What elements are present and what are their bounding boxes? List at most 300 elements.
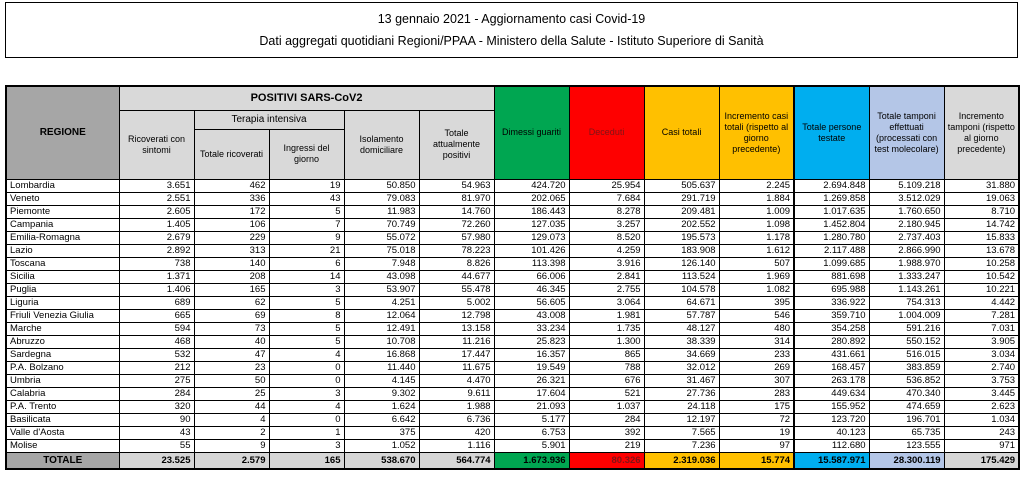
cell-testate: 2.694.848 — [794, 179, 869, 192]
cell-ricoverati: 468 — [119, 335, 194, 348]
cell-deceduti: 7.684 — [569, 192, 644, 205]
region-name-cell: Puglia — [6, 283, 119, 296]
table-row — [6, 309, 1019, 322]
cell-tamponi: 474.659 — [869, 400, 944, 413]
cell-attualmente_positivi: 8.826 — [419, 257, 494, 270]
cell-totale_ricoverati: 40 — [194, 335, 269, 348]
cell-attualmente_positivi: 6.736 — [419, 413, 494, 426]
cell-tamponi: 470.340 — [869, 387, 944, 400]
cell-ingressi: 3 — [269, 283, 344, 296]
cell-ingressi: 6 — [269, 257, 344, 270]
cell-incremento_casi: 19 — [719, 426, 794, 439]
cell-totale_ricoverati: 4 — [194, 413, 269, 426]
table-row — [6, 335, 1019, 348]
cell-ingressi: 1 — [269, 426, 344, 439]
cell-incremento_casi: 546 — [719, 309, 794, 322]
cell-incremento_tamponi: 7.031 — [944, 322, 1019, 335]
region-name-cell: P.A. Bolzano — [6, 361, 119, 374]
totale-label: TOTALE — [6, 452, 119, 469]
cell-testate: 881.698 — [794, 270, 869, 283]
cell-ricoverati: 43 — [119, 426, 194, 439]
cell-incremento_tamponi: 19.063 — [944, 192, 1019, 205]
cell-casi: 113.524 — [644, 270, 719, 283]
cell-incremento_casi: 1.098 — [719, 218, 794, 231]
cell-ingressi: 4 — [269, 400, 344, 413]
table-row — [6, 192, 1019, 205]
cell-ingressi: 9 — [269, 231, 344, 244]
cell-isolamento: 43.098 — [344, 270, 419, 283]
cell-tamponi: 196.701 — [869, 413, 944, 426]
cell-tamponi: 5.109.218 — [869, 179, 944, 192]
cell-ingressi: 0 — [269, 361, 344, 374]
table-row — [6, 270, 1019, 283]
header-row-groups — [6, 86, 1019, 110]
cell-casi: 38.339 — [644, 335, 719, 348]
region-name-cell: Campania — [6, 218, 119, 231]
cell-incremento_tamponi: 15.833 — [944, 231, 1019, 244]
region-name-cell: Liguria — [6, 296, 119, 309]
cell-tamponi: 123.555 — [869, 439, 944, 452]
cell-incremento_casi: 1.884 — [719, 192, 794, 205]
totale-cell-totale_ricoverati: 2.579 — [194, 452, 269, 469]
cell-tamponi: 536.852 — [869, 374, 944, 387]
cell-incremento_tamponi: 10.258 — [944, 257, 1019, 270]
table-row — [6, 348, 1019, 361]
cell-deceduti: 8.278 — [569, 205, 644, 218]
cell-incremento_tamponi: 2.740 — [944, 361, 1019, 374]
cell-totale_ricoverati: 172 — [194, 205, 269, 218]
cell-ingressi: 3 — [269, 387, 344, 400]
cell-isolamento: 50.850 — [344, 179, 419, 192]
table-row — [6, 361, 1019, 374]
cell-incremento_tamponi: 3.753 — [944, 374, 1019, 387]
cell-dimessi: 16.357 — [494, 348, 569, 361]
region-name-cell: Friuli Venezia Giulia — [6, 309, 119, 322]
cell-attualmente_positivi: 54.963 — [419, 179, 494, 192]
column-header-ingressi-del-giorno: Ingressi del giorno — [269, 129, 344, 179]
cell-testate: 155.952 — [794, 400, 869, 413]
cell-casi: 195.573 — [644, 231, 719, 244]
cell-ricoverati: 212 — [119, 361, 194, 374]
totale-cell-attualmente_positivi: 564.774 — [419, 452, 494, 469]
cell-testate: 1.017.635 — [794, 205, 869, 218]
cell-deceduti: 865 — [569, 348, 644, 361]
cell-testate: 1.452.804 — [794, 218, 869, 231]
cell-testate: 695.988 — [794, 283, 869, 296]
cell-incremento_tamponi: 31.880 — [944, 179, 1019, 192]
cell-isolamento: 375 — [344, 426, 419, 439]
cell-testate: 431.661 — [794, 348, 869, 361]
cell-isolamento: 1.624 — [344, 400, 419, 413]
cell-deceduti: 25.954 — [569, 179, 644, 192]
cell-totale_ricoverati: 462 — [194, 179, 269, 192]
cell-incremento_casi: 2.245 — [719, 179, 794, 192]
cell-dimessi: 5.177 — [494, 413, 569, 426]
cell-attualmente_positivi: 11.675 — [419, 361, 494, 374]
cell-deceduti: 1.735 — [569, 322, 644, 335]
cell-attualmente_positivi: 1.116 — [419, 439, 494, 452]
cell-casi: 34.669 — [644, 348, 719, 361]
cell-dimessi: 424.720 — [494, 179, 569, 192]
cell-attualmente_positivi: 57.980 — [419, 231, 494, 244]
cell-ingressi: 5 — [269, 205, 344, 218]
region-name-cell: Emilia-Romagna — [6, 231, 119, 244]
cell-incremento_casi: 233 — [719, 348, 794, 361]
cell-isolamento: 6.642 — [344, 413, 419, 426]
cell-casi: 183.908 — [644, 244, 719, 257]
cell-ricoverati: 2.892 — [119, 244, 194, 257]
cell-totale_ricoverati: 69 — [194, 309, 269, 322]
region-name-cell: Sardegna — [6, 348, 119, 361]
cell-incremento_tamponi: 14.742 — [944, 218, 1019, 231]
cell-deceduti: 2.841 — [569, 270, 644, 283]
cell-tamponi: 3.512.029 — [869, 192, 944, 205]
cell-casi: 48.127 — [644, 322, 719, 335]
cell-incremento_tamponi: 7.281 — [944, 309, 1019, 322]
cell-tamponi: 591.216 — [869, 322, 944, 335]
cell-incremento_casi: 283 — [719, 387, 794, 400]
cell-isolamento: 11.983 — [344, 205, 419, 218]
cell-dimessi: 6.753 — [494, 426, 569, 439]
region-name-cell: Piemonte — [6, 205, 119, 218]
cell-dimessi: 5.901 — [494, 439, 569, 452]
table-row — [6, 283, 1019, 296]
cell-attualmente_positivi: 14.760 — [419, 205, 494, 218]
cell-dimessi: 186.443 — [494, 205, 569, 218]
cell-totale_ricoverati: 106 — [194, 218, 269, 231]
cell-ricoverati: 55 — [119, 439, 194, 452]
column-group-terapia-intensiva: Terapia intensiva — [194, 110, 344, 129]
cell-isolamento: 16.868 — [344, 348, 419, 361]
cell-incremento_casi: 72 — [719, 413, 794, 426]
cell-deceduti: 3.257 — [569, 218, 644, 231]
cell-isolamento: 79.083 — [344, 192, 419, 205]
cell-ricoverati: 320 — [119, 400, 194, 413]
cell-casi: 31.467 — [644, 374, 719, 387]
cell-testate: 280.892 — [794, 335, 869, 348]
table-row — [6, 387, 1019, 400]
region-name-cell: Toscana — [6, 257, 119, 270]
cell-totale_ricoverati: 23 — [194, 361, 269, 374]
cell-attualmente_positivi: 17.447 — [419, 348, 494, 361]
cell-ingressi: 0 — [269, 413, 344, 426]
cell-dimessi: 202.065 — [494, 192, 569, 205]
cell-dimessi: 113.398 — [494, 257, 569, 270]
cell-ricoverati: 689 — [119, 296, 194, 309]
cell-totale_ricoverati: 2 — [194, 426, 269, 439]
region-name-cell: Molise — [6, 439, 119, 452]
cell-incremento_tamponi: 3.905 — [944, 335, 1019, 348]
cell-attualmente_positivi: 9.611 — [419, 387, 494, 400]
cell-deceduti: 521 — [569, 387, 644, 400]
cell-ricoverati: 3.651 — [119, 179, 194, 192]
cell-ingressi: 0 — [269, 374, 344, 387]
cell-incremento_tamponi: 2.623 — [944, 400, 1019, 413]
cell-ingressi: 5 — [269, 322, 344, 335]
cell-attualmente_positivi: 5.002 — [419, 296, 494, 309]
cell-incremento_casi: 269 — [719, 361, 794, 374]
cell-incremento_tamponi: 243 — [944, 426, 1019, 439]
cell-isolamento: 9.302 — [344, 387, 419, 400]
cell-isolamento: 12.064 — [344, 309, 419, 322]
cell-attualmente_positivi: 4.470 — [419, 374, 494, 387]
cell-testate: 1.099.685 — [794, 257, 869, 270]
cell-casi: 202.552 — [644, 218, 719, 231]
column-header-dimessi-guariti: Dimessi guariti — [494, 86, 569, 179]
cell-incremento_casi: 1.082 — [719, 283, 794, 296]
cell-deceduti: 8.520 — [569, 231, 644, 244]
column-header-totale-tamponi: Totale tamponi effettuati (processati con test molecolare) — [869, 86, 944, 179]
cell-incremento_tamponi: 4.442 — [944, 296, 1019, 309]
column-header-totale-ricoverati: Totale ricoverati — [194, 129, 269, 179]
title-box — [5, 2, 1018, 58]
region-name-cell: Marche — [6, 322, 119, 335]
cell-deceduti: 1.300 — [569, 335, 644, 348]
cell-testate: 354.258 — [794, 322, 869, 335]
table-body — [6, 179, 1019, 452]
cell-ingressi: 21 — [269, 244, 344, 257]
cell-ricoverati: 738 — [119, 257, 194, 270]
cell-deceduti: 4.259 — [569, 244, 644, 257]
table-row — [6, 426, 1019, 439]
table-row — [6, 205, 1019, 218]
cell-testate: 123.720 — [794, 413, 869, 426]
cell-casi: 505.637 — [644, 179, 719, 192]
cell-tamponi: 65.735 — [869, 426, 944, 439]
cell-incremento_tamponi: 3.445 — [944, 387, 1019, 400]
cell-ingressi: 5 — [269, 296, 344, 309]
cell-dimessi: 101.426 — [494, 244, 569, 257]
cell-totale_ricoverati: 47 — [194, 348, 269, 361]
table-row — [6, 296, 1019, 309]
cell-deceduti: 2.755 — [569, 283, 644, 296]
cell-incremento_casi: 1.009 — [719, 205, 794, 218]
column-group-positivi-sars-cov2: POSITIVI SARS-CoV2 — [119, 86, 494, 110]
cell-testate: 112.680 — [794, 439, 869, 452]
cell-testate: 40.123 — [794, 426, 869, 439]
cell-tamponi: 2.737.403 — [869, 231, 944, 244]
cell-incremento_casi: 1.178 — [719, 231, 794, 244]
cell-incremento_tamponi: 8.710 — [944, 205, 1019, 218]
cell-ingressi: 7 — [269, 218, 344, 231]
cell-ricoverati: 665 — [119, 309, 194, 322]
totale-cell-dimessi: 1.673.936 — [494, 452, 569, 469]
region-name-cell: Sicilia — [6, 270, 119, 283]
table-row — [6, 322, 1019, 335]
cell-tamponi: 1.143.261 — [869, 283, 944, 296]
cell-dimessi: 21.093 — [494, 400, 569, 413]
cell-deceduti: 3.916 — [569, 257, 644, 270]
cell-deceduti: 676 — [569, 374, 644, 387]
cell-casi: 27.736 — [644, 387, 719, 400]
cell-isolamento: 55.072 — [344, 231, 419, 244]
cell-casi: 291.719 — [644, 192, 719, 205]
cell-incremento_tamponi: 10.221 — [944, 283, 1019, 296]
cell-dimessi: 127.035 — [494, 218, 569, 231]
cell-totale_ricoverati: 44 — [194, 400, 269, 413]
cell-casi: 7.236 — [644, 439, 719, 452]
cell-ricoverati: 90 — [119, 413, 194, 426]
cell-attualmente_positivi: 11.216 — [419, 335, 494, 348]
cell-incremento_casi: 480 — [719, 322, 794, 335]
cell-totale_ricoverati: 165 — [194, 283, 269, 296]
cell-deceduti: 392 — [569, 426, 644, 439]
cell-casi: 24.118 — [644, 400, 719, 413]
cell-testate: 263.178 — [794, 374, 869, 387]
cell-attualmente_positivi: 1.988 — [419, 400, 494, 413]
totale-cell-incremento_casi: 15.774 — [719, 452, 794, 469]
table-row — [6, 439, 1019, 452]
cell-attualmente_positivi: 78.223 — [419, 244, 494, 257]
column-header-totale-persone-testate: Totale persone testate — [794, 86, 869, 179]
region-name-cell: Abruzzo — [6, 335, 119, 348]
cell-casi: 57.787 — [644, 309, 719, 322]
cell-attualmente_positivi: 72.260 — [419, 218, 494, 231]
cell-totale_ricoverati: 50 — [194, 374, 269, 387]
cell-isolamento: 70.749 — [344, 218, 419, 231]
cell-testate: 168.457 — [794, 361, 869, 374]
cell-testate: 359.710 — [794, 309, 869, 322]
cell-deceduti: 219 — [569, 439, 644, 452]
column-header-deceduti: Deceduti — [569, 86, 644, 179]
report-title: 13 gennaio 2021 - Aggiornamento casi Covid-19 — [377, 11, 646, 26]
cell-totale_ricoverati: 313 — [194, 244, 269, 257]
covid-data-table — [5, 85, 1020, 470]
cell-isolamento: 12.491 — [344, 322, 419, 335]
cell-ricoverati: 2.551 — [119, 192, 194, 205]
cell-totale_ricoverati: 9 — [194, 439, 269, 452]
totale-cell-testate: 15.587.971 — [794, 452, 869, 469]
cell-tamponi: 383.859 — [869, 361, 944, 374]
cell-deceduti: 788 — [569, 361, 644, 374]
cell-incremento_tamponi: 971 — [944, 439, 1019, 452]
cell-dimessi: 19.549 — [494, 361, 569, 374]
cell-casi: 64.671 — [644, 296, 719, 309]
cell-isolamento: 53.907 — [344, 283, 419, 296]
cell-ingressi: 5 — [269, 335, 344, 348]
cell-incremento_casi: 307 — [719, 374, 794, 387]
cell-tamponi: 516.015 — [869, 348, 944, 361]
table-row — [6, 218, 1019, 231]
cell-attualmente_positivi: 44.677 — [419, 270, 494, 283]
cell-casi: 126.140 — [644, 257, 719, 270]
cell-attualmente_positivi: 12.798 — [419, 309, 494, 322]
cell-ricoverati: 2.679 — [119, 231, 194, 244]
cell-incremento_tamponi: 3.034 — [944, 348, 1019, 361]
cell-deceduti: 1.037 — [569, 400, 644, 413]
totale-cell-ingressi: 165 — [269, 452, 344, 469]
cell-totale_ricoverati: 73 — [194, 322, 269, 335]
region-name-cell: Umbria — [6, 374, 119, 387]
cell-totale_ricoverati: 336 — [194, 192, 269, 205]
cell-attualmente_positivi: 13.158 — [419, 322, 494, 335]
cell-incremento_casi: 1.969 — [719, 270, 794, 283]
column-header-casi-totali: Casi totali — [644, 86, 719, 179]
cell-incremento_casi: 175 — [719, 400, 794, 413]
cell-casi: 7.565 — [644, 426, 719, 439]
table-row — [6, 257, 1019, 270]
column-header-incremento-tamponi: Incremento tamponi (rispetto al giorno precedente) — [944, 86, 1019, 179]
cell-ricoverati: 1.371 — [119, 270, 194, 283]
column-header-ricoverati-con-sintomi: Ricoverati con sintomi — [119, 110, 194, 179]
cell-incremento_casi: 1.612 — [719, 244, 794, 257]
cell-totale_ricoverati: 208 — [194, 270, 269, 283]
cell-ingressi: 8 — [269, 309, 344, 322]
cell-incremento_tamponi: 10.542 — [944, 270, 1019, 283]
cell-totale_ricoverati: 25 — [194, 387, 269, 400]
table-row — [6, 179, 1019, 192]
cell-ricoverati: 275 — [119, 374, 194, 387]
cell-incremento_casi: 314 — [719, 335, 794, 348]
totale-cell-casi: 2.319.036 — [644, 452, 719, 469]
region-name-cell: Valle d'Aosta — [6, 426, 119, 439]
cell-isolamento: 10.708 — [344, 335, 419, 348]
column-header-isolamento-domiciliare: Isolamento domiciliare — [344, 110, 419, 179]
cell-incremento_casi: 507 — [719, 257, 794, 270]
totale-cell-ricoverati: 23.525 — [119, 452, 194, 469]
cell-dimessi: 26.321 — [494, 374, 569, 387]
region-name-cell: P.A. Trento — [6, 400, 119, 413]
cell-tamponi: 1.333.247 — [869, 270, 944, 283]
cell-testate: 1.280.780 — [794, 231, 869, 244]
cell-dimessi: 46.345 — [494, 283, 569, 296]
cell-dimessi: 17.604 — [494, 387, 569, 400]
cell-isolamento: 11.440 — [344, 361, 419, 374]
column-header-incremento-casi-totali: Incremento casi totali (rispetto al giorno precedente) — [719, 86, 794, 179]
region-name-cell: Basilicata — [6, 413, 119, 426]
cell-testate: 2.117.488 — [794, 244, 869, 257]
region-name-cell: Veneto — [6, 192, 119, 205]
cell-testate: 449.634 — [794, 387, 869, 400]
cell-attualmente_positivi: 420 — [419, 426, 494, 439]
cell-incremento_casi: 97 — [719, 439, 794, 452]
cell-tamponi: 2.180.945 — [869, 218, 944, 231]
region-name-cell: Lombardia — [6, 179, 119, 192]
cell-ingressi: 19 — [269, 179, 344, 192]
cell-isolamento: 4.251 — [344, 296, 419, 309]
cell-testate: 336.922 — [794, 296, 869, 309]
cell-totale_ricoverati: 62 — [194, 296, 269, 309]
cell-incremento_tamponi: 13.678 — [944, 244, 1019, 257]
cell-tamponi: 550.152 — [869, 335, 944, 348]
cell-attualmente_positivi: 81.970 — [419, 192, 494, 205]
report-subtitle: Dati aggregati quotidiani Regioni/PPAA - Ministero della Salute - Istituto Superiore di Sanità — [259, 34, 764, 49]
cell-ingressi: 43 — [269, 192, 344, 205]
cell-ingressi: 14 — [269, 270, 344, 283]
table-row — [6, 374, 1019, 387]
cell-isolamento: 75.018 — [344, 244, 419, 257]
cell-ricoverati: 594 — [119, 322, 194, 335]
cell-tamponi: 2.866.990 — [869, 244, 944, 257]
cell-isolamento: 7.948 — [344, 257, 419, 270]
cell-deceduti: 284 — [569, 413, 644, 426]
cell-dimessi: 43.008 — [494, 309, 569, 322]
cell-attualmente_positivi: 55.478 — [419, 283, 494, 296]
table-row — [6, 231, 1019, 244]
cell-ricoverati: 1.405 — [119, 218, 194, 231]
cell-casi: 32.012 — [644, 361, 719, 374]
column-header-totale-attualmente-positivi: Totale attualmente positivi — [419, 110, 494, 179]
cell-tamponi: 1.004.009 — [869, 309, 944, 322]
table-row — [6, 413, 1019, 426]
table-row — [6, 400, 1019, 413]
totale-row — [6, 452, 1019, 469]
totale-cell-deceduti: 80.326 — [569, 452, 644, 469]
cell-dimessi: 129.073 — [494, 231, 569, 244]
cell-ricoverati: 532 — [119, 348, 194, 361]
cell-tamponi: 1.988.970 — [869, 257, 944, 270]
cell-dimessi: 66.006 — [494, 270, 569, 283]
